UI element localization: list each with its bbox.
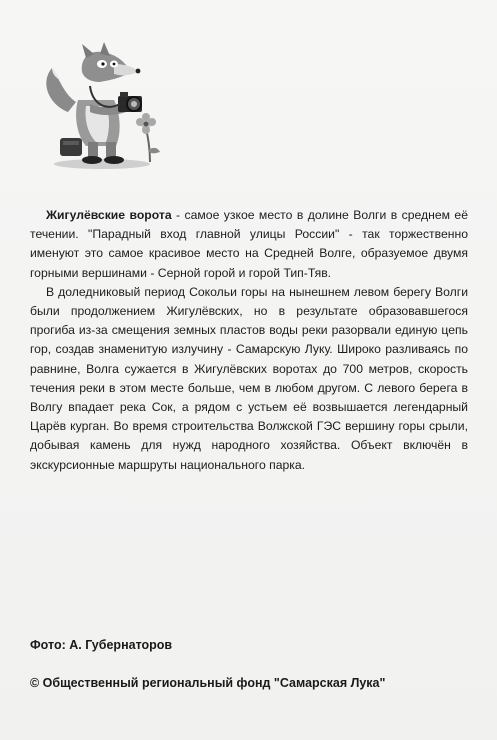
fox-photographer-icon bbox=[30, 42, 170, 172]
article-paragraph-2: В доледниковый период Сокольи горы на нынешнем левом берегу Волги были продолжением Жигулёвских, но в результате образовавшегося прогиба из-за смещения земных пластов воды реки разорвали единую цепь гор, создав знаменитую излучину - Самарскую Луку. Широко разливаясь по равнине, Волга сужается в Жигулёвских воротах до 700 метров, скорость течения реки в этом месте больше, чем в любом другом. С левого берега в Волгу впадает река Сок, а рядом с устьем её возвышается легендарный Царёв курган. Во время строительства Волжской ГЭС вершину горы срыли, добывая камень для нужд народного хозяйства. Объект включён в экскурсионные маршруты национального парка. bbox=[30, 284, 468, 472]
article-body bbox=[30, 206, 468, 475]
photo-credit: Фото: А. Губернаторов bbox=[30, 638, 173, 652]
article-term: Жигулёвские ворота bbox=[46, 208, 172, 222]
copyright-notice: © Общественный региональный фонд "Самарская Лука" bbox=[30, 676, 386, 690]
article-paragraph-1 bbox=[30, 206, 468, 283]
article-paragraph-1-text: - самое узкое место в долине Волги в среднем её течении. "Парадный вход главной улицы России" - так торжественно именуют это самое красивое место на Средней Волге, образуемое двумя горными вершинами - Серной горой и горой Тип-Тяв. bbox=[30, 208, 468, 280]
